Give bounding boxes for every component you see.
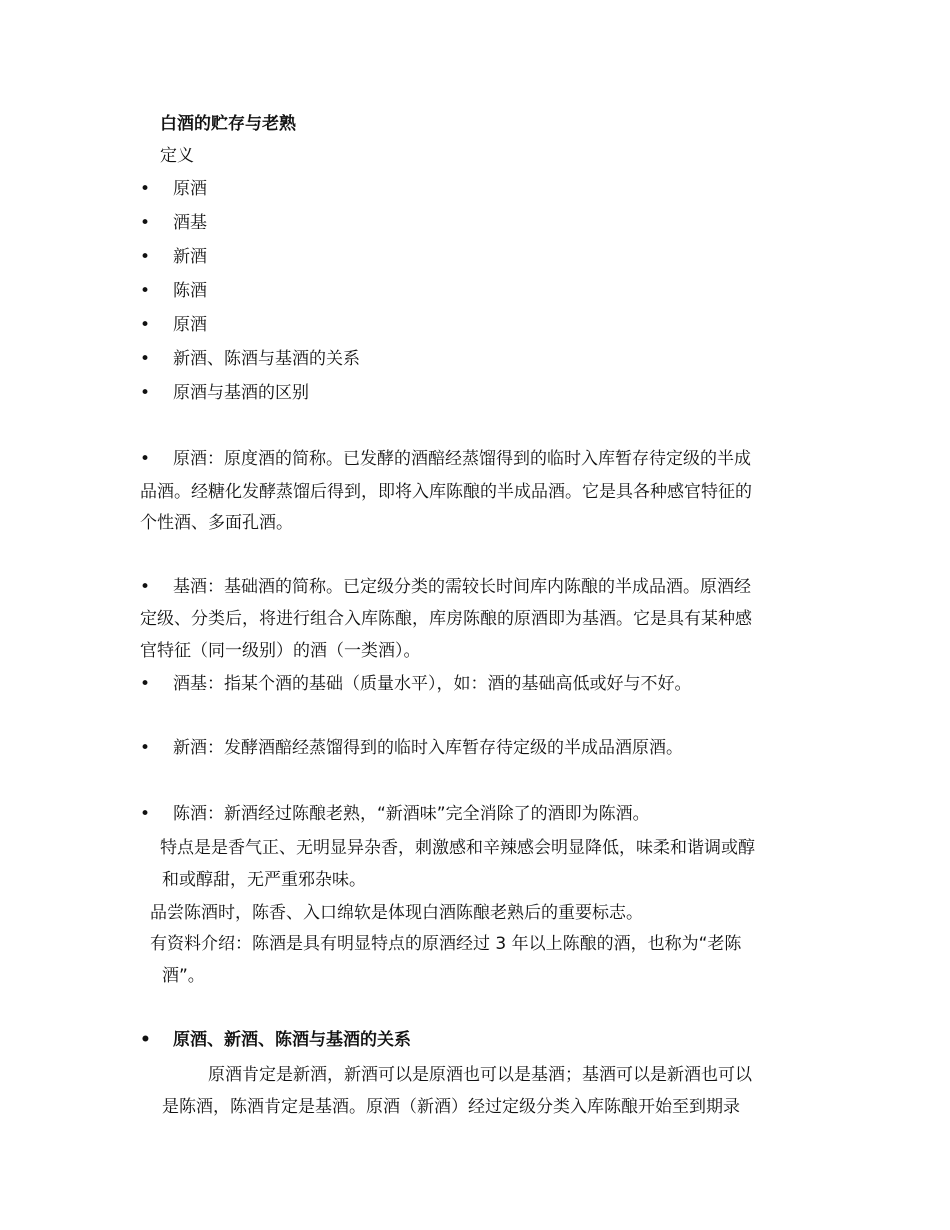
bullet-icon: • <box>140 349 151 369</box>
bullet-icon: • <box>140 213 151 233</box>
paragraph-line: 个性酒、多面孔酒。 <box>140 513 293 533</box>
paragraph-line: 是陈酒，陈酒肯定是基酒。原酒（新酒）经过定级分类入库陈酿开始至到期录 <box>162 1097 740 1117</box>
section-heading: 原酒、新酒、陈酒与基酒的关系 <box>173 1030 411 1050</box>
paragraph-line: 酒基：指某个酒的基础（质量水平），如：酒的基础高低或好与不好。 <box>173 674 692 694</box>
bullet-icon: • <box>140 738 151 758</box>
bullet-icon: • <box>140 804 151 824</box>
paragraph-line: 原酒：原度酒的简称。已发酵的酒醅经蒸馏得到的临时入库暂存待定级的半成 <box>173 449 751 469</box>
bullet-icon: • <box>140 179 151 199</box>
bullet-icon: • <box>140 1030 151 1050</box>
document-title: 白酒的贮存与老熟 <box>160 114 296 134</box>
paragraph-line: 特点是是香气正、无明显异杂香，刺激感和辛辣感会明显降低，味柔和谐调或醇 <box>160 838 755 858</box>
paragraph-line: 基酒：基础酒的简称。已定级分类的需较长时间库内陈酿的半成品酒。原酒经 <box>173 577 751 597</box>
bullet-icon: • <box>140 281 151 301</box>
paragraph-line: 品尝陈酒时，陈香、入口绵软是体现白酒陈酿老熟后的重要标志。 <box>150 903 643 923</box>
toc-item: 新酒、陈酒与基酒的关系 <box>173 349 360 369</box>
paragraph-line: 有资料介绍：陈酒是具有明显特点的原酒经过 3 年以上陈酿的酒，也称为“老陈 <box>150 934 742 954</box>
bullet-icon: • <box>140 315 151 335</box>
paragraph-line: 陈酒：新酒经过陈酿老熟，“新酒味”完全消除了的酒即为陈酒。 <box>173 804 650 824</box>
bullet-icon: • <box>140 674 151 694</box>
bullet-icon: • <box>140 449 151 469</box>
bullet-icon: • <box>140 247 151 267</box>
toc-item: 原酒 <box>173 179 207 199</box>
paragraph-line: 官特征（同一级别）的酒（一类酒）。 <box>140 641 421 661</box>
paragraph-line: 和或醇甜，无严重邪杂味。 <box>162 870 366 890</box>
bullet-icon: • <box>140 383 151 403</box>
paragraph-line: 酒”。 <box>162 966 205 986</box>
paragraph-line: 原酒肯定是新酒，新酒可以是原酒也可以是基酒；基酒可以是新酒也可以 <box>208 1065 752 1085</box>
bullet-icon: • <box>140 577 151 597</box>
toc-item: 陈酒 <box>173 281 207 301</box>
paragraph-line: 定级、分类后，将进行组合入库陈酿，库房陈酿的原酒即为基酒。它是具有某种感 <box>140 609 752 629</box>
paragraph-line: 新酒：发酵酒醅经蒸馏得到的临时入库暂存待定级的半成品酒原酒。 <box>173 738 683 758</box>
toc-item: 原酒与基酒的区别 <box>173 383 309 403</box>
toc-item: 原酒 <box>173 315 207 335</box>
toc-item: 酒基 <box>173 213 207 233</box>
toc-item: 新酒 <box>173 247 207 267</box>
paragraph-line: 品酒。经糖化发酵蒸馏后得到，即将入库陈酿的半成品酒。它是具各种感官特征的 <box>140 482 752 502</box>
section-subtitle: 定义 <box>160 146 194 166</box>
